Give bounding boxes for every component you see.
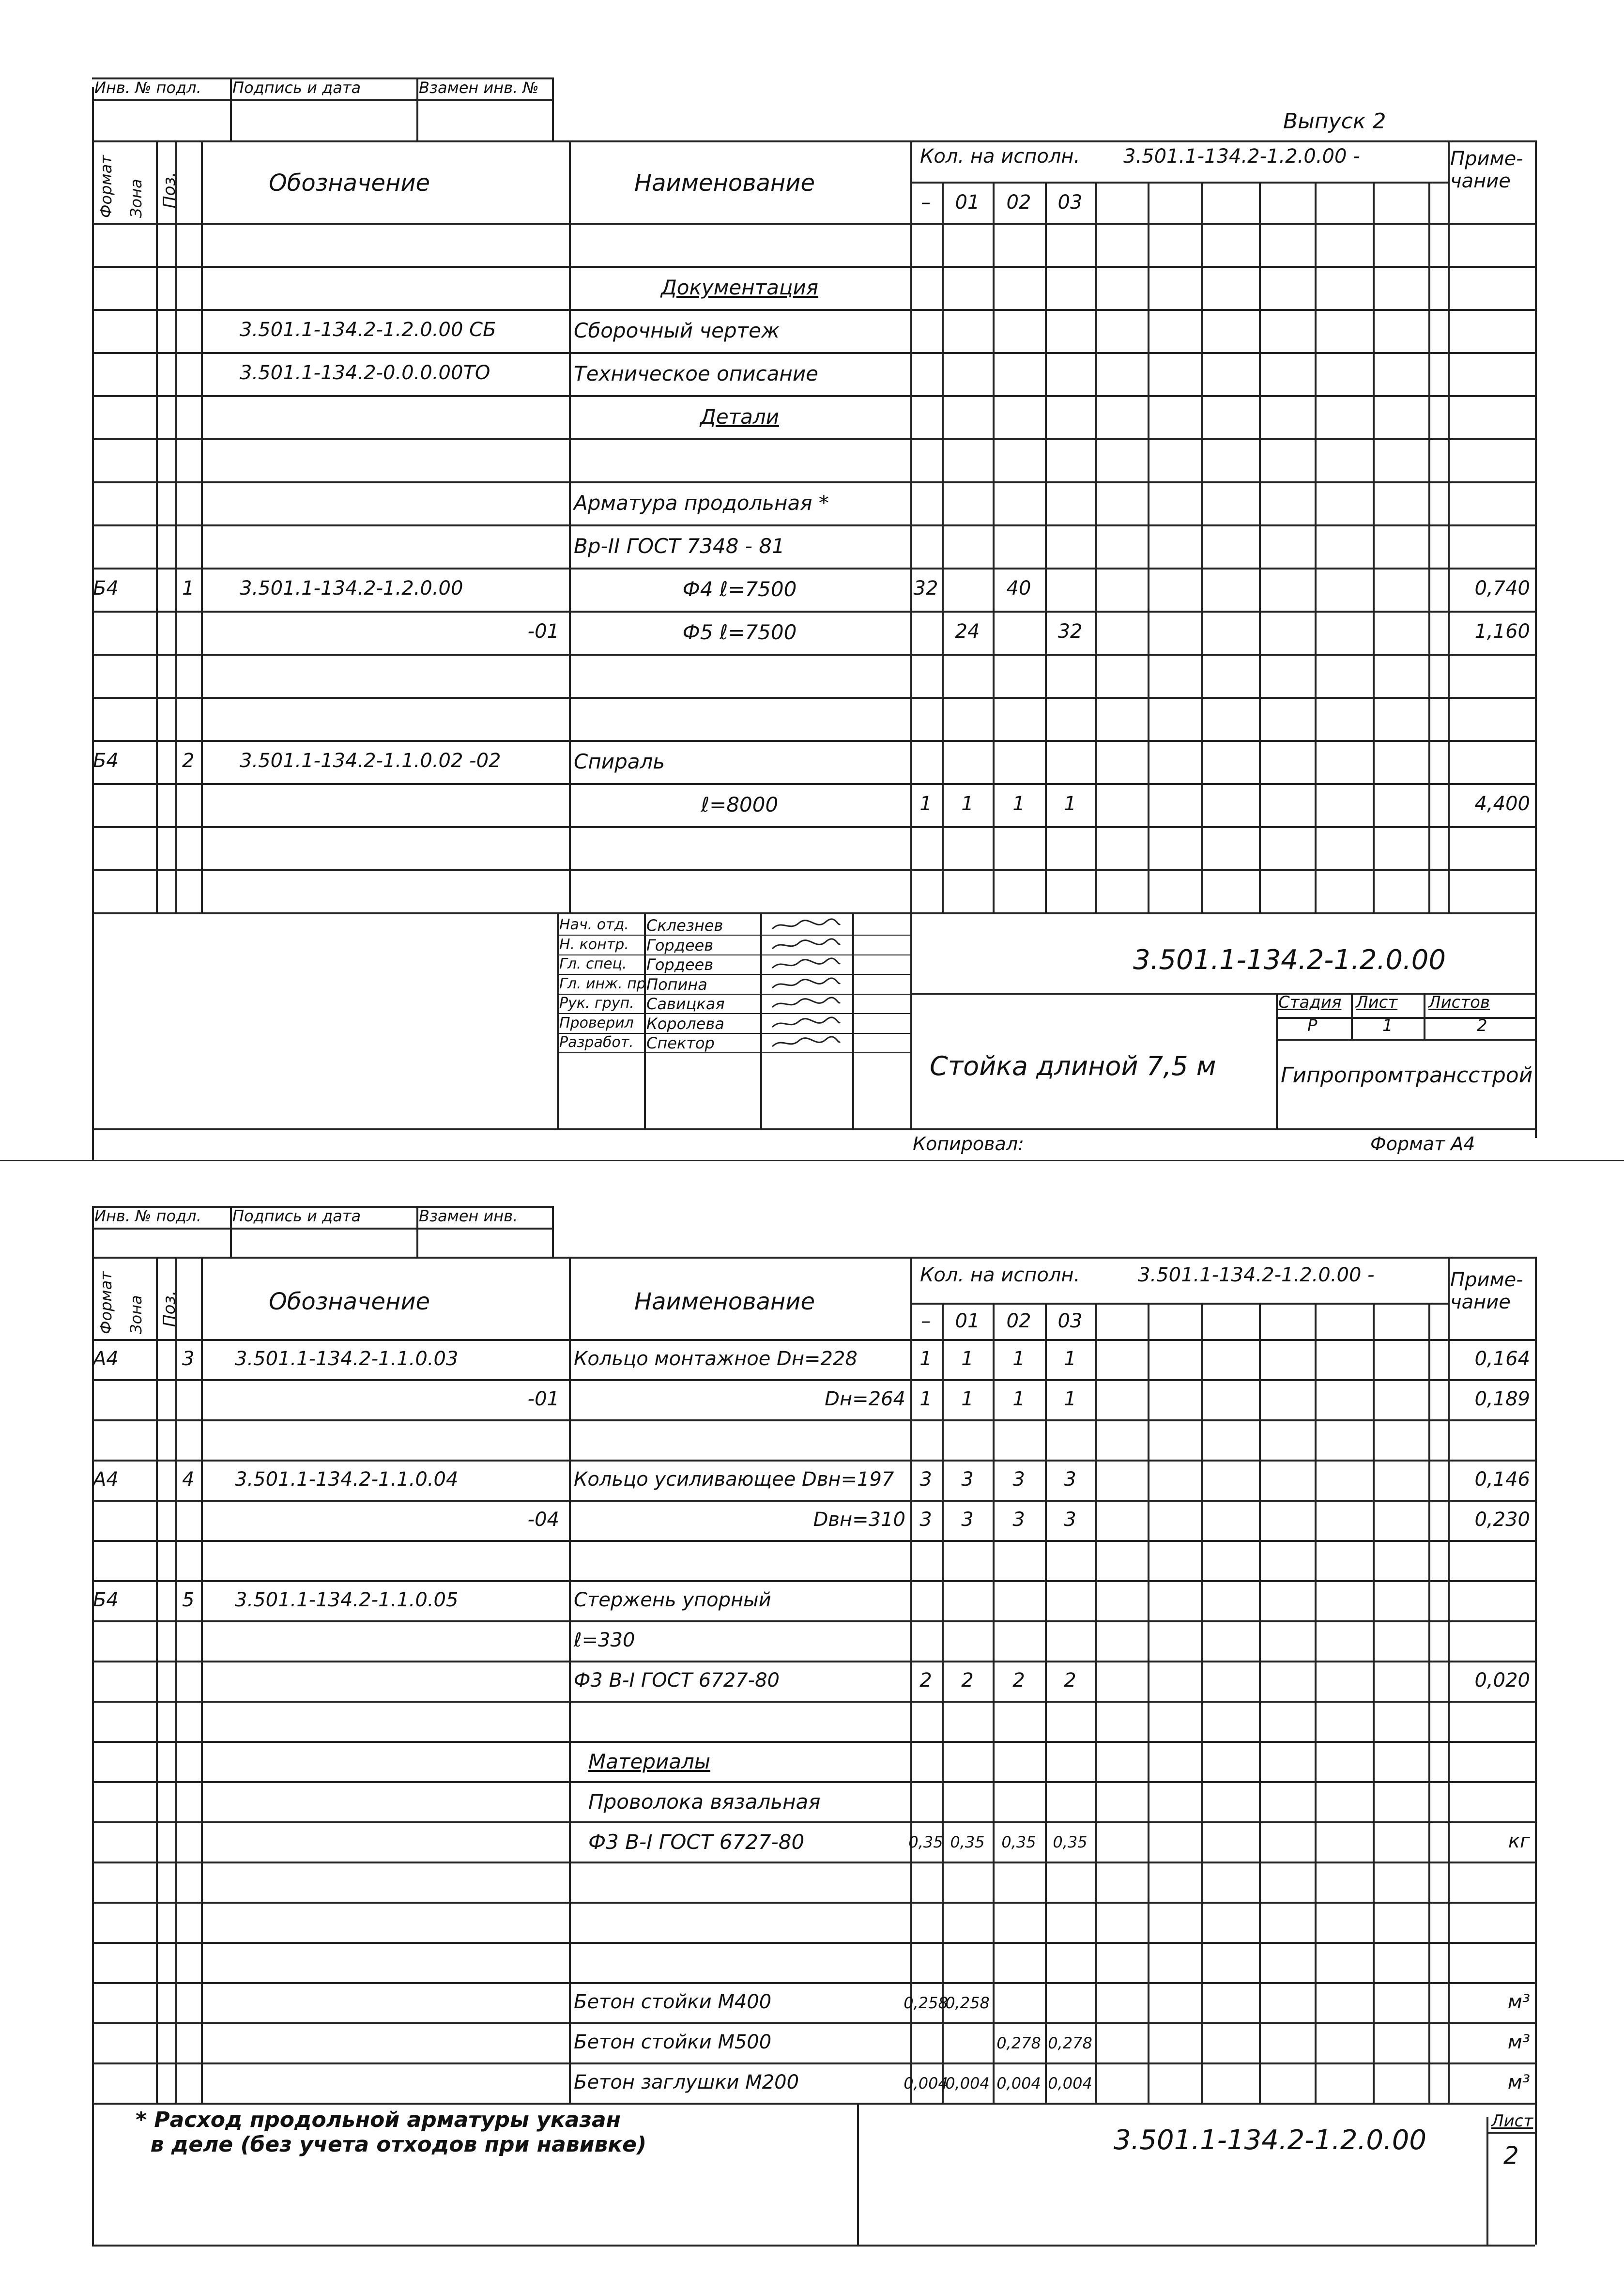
header-qty-code: 3.501.1-134.2-1.2.0.00 -	[1138, 1264, 1375, 1286]
qty-column-divider	[1201, 182, 1203, 912]
sheet1-table-top	[92, 140, 1535, 142]
cell-name: Бетон стойки М500	[574, 2031, 772, 2053]
signature-5	[770, 1016, 843, 1031]
staff-role: Нач. отд.	[559, 916, 629, 933]
footer-code: 3.501.1-134.2-1.2.0.00	[1114, 2124, 1427, 2156]
cell-qty: 0,35	[1053, 1833, 1088, 1851]
cell-qty: 1	[1012, 1348, 1025, 1370]
title-staff-col	[760, 912, 762, 1128]
cell-qty: 3	[919, 1508, 932, 1531]
cell-qty: 1	[1012, 793, 1025, 815]
staff-name: Склезнев	[646, 916, 723, 935]
cell-position: 1	[182, 577, 195, 600]
cell-name: Проволока вязальная	[588, 1790, 821, 1814]
row-line	[92, 1661, 1535, 1662]
cell-qty: 3	[1012, 1508, 1025, 1531]
staff-row-line	[557, 1052, 910, 1053]
cell-designation: 3.501.1-134.2-1.1.0.05	[235, 1589, 459, 1611]
cell-qty: 2	[919, 1669, 932, 1692]
qty-column-divider	[1373, 182, 1375, 912]
cell-qty: 1	[961, 1388, 974, 1410]
cell-position: 3	[182, 1348, 195, 1370]
cell-qty: 2	[1064, 1669, 1076, 1692]
qty-column-divider	[1045, 182, 1047, 912]
row-line	[92, 1379, 1535, 1381]
cell-name: Техническое описание	[574, 362, 818, 385]
cell-qty: 0,258	[945, 1994, 990, 2012]
row-line	[92, 1902, 1535, 1904]
org-name: Гипропромтрансстрой	[1281, 1063, 1533, 1088]
stage-label: Стадия	[1278, 993, 1342, 1012]
row-line	[92, 481, 1535, 483]
cell-qty: 3	[1064, 1468, 1076, 1491]
cell-format: Б4	[93, 750, 119, 772]
row-line	[92, 1460, 1535, 1462]
sheet1-right-border	[1535, 140, 1537, 1138]
row-line	[92, 826, 1535, 828]
cell-designation: 3.501.1-134.2-1.1.0.04	[235, 1468, 459, 1491]
footnote: * Расход продольной арматуры указан в деле (без учета отходов при навивке)	[136, 2108, 647, 2157]
staff-name: Гордеев	[646, 955, 714, 974]
sheet-separator	[0, 1160, 1624, 1161]
cell-format: А4	[93, 1348, 119, 1370]
column-divider	[175, 1257, 177, 2103]
cell-name: Кольцо монтажное Dн=228	[574, 1348, 858, 1370]
row-line	[92, 869, 1535, 871]
cell-designation: -01	[527, 1388, 559, 1410]
cell-qty: 0,004	[904, 2074, 948, 2093]
stage-value: Р	[1307, 1016, 1318, 1035]
cell-note: 1,160	[1474, 620, 1530, 643]
stamp-replace-label: Взамен инв.	[419, 1207, 518, 1225]
cell-qty: 1	[919, 793, 932, 815]
cell-qty: 0,35	[1001, 1833, 1036, 1851]
stamp-col	[552, 1206, 554, 1257]
sheet-number-divider	[1486, 2117, 1488, 2245]
title-block-bottom	[92, 1128, 1535, 1130]
header-qty: Кол. на исполн.	[920, 1264, 1080, 1286]
row-line	[92, 2022, 1535, 2024]
stamp-col	[552, 77, 554, 140]
qty-column-divider	[1148, 182, 1149, 912]
qty-col-header: 01	[955, 191, 980, 214]
header-format: Формат	[97, 155, 115, 218]
cell-qty: 2	[961, 1669, 974, 1692]
row-line	[92, 2103, 1535, 2105]
stage-col	[1424, 993, 1425, 1039]
row-line	[92, 2062, 1535, 2064]
cell-designation: 3.501.1-134.2-1.1.0.02 -02	[240, 750, 501, 772]
column-divider	[201, 1257, 203, 2103]
qty-column-divider	[1259, 182, 1261, 912]
cell-designation: -04	[527, 1508, 559, 1531]
stamp-col	[416, 1206, 418, 1257]
cell-name: Ф5 ℓ=7500	[682, 620, 797, 644]
cell-name: Ф3 В-I ГОСТ 6727-80	[574, 1669, 780, 1692]
header-qty-code: 3.501.1-134.2-1.2.0.00 -	[1123, 145, 1360, 168]
qty-subheader-line	[910, 182, 1448, 184]
staff-name: Спектор	[646, 1034, 715, 1052]
row-line	[92, 1862, 1535, 1863]
row-line	[92, 309, 1535, 311]
header-pos: Поз.	[160, 171, 179, 208]
header-name: Наименование	[634, 169, 815, 197]
cell-name: Документация	[660, 276, 819, 299]
cell-name: Спираль	[574, 750, 665, 773]
sheet1-header-bottom	[92, 223, 1535, 225]
signature-0	[770, 918, 843, 933]
row-line	[92, 611, 1535, 613]
cell-qty: 1	[1064, 1348, 1076, 1370]
cell-format: Б4	[93, 577, 119, 600]
cell-designation: 3.501.1-134.2-0.0.0.00ТО	[240, 362, 490, 384]
staff-name: Савицкая	[646, 995, 725, 1013]
cell-format: А4	[93, 1468, 119, 1491]
title-staff-left	[557, 912, 559, 1128]
cell-note: кг	[1508, 1830, 1530, 1852]
cell-qty: 1	[919, 1388, 932, 1410]
cell-note: м³	[1507, 1991, 1530, 2013]
cell-designation: 3.501.1-134.2-1.1.0.03	[235, 1348, 459, 1370]
qty-column-divider	[1315, 182, 1317, 912]
title-code: 3.501.1-134.2-1.2.0.00	[1133, 944, 1446, 976]
cell-note: 0,020	[1474, 1669, 1530, 1692]
cell-qty: 0,004	[945, 2074, 990, 2093]
cell-qty: 3	[919, 1468, 932, 1491]
cell-designation: -01	[527, 620, 559, 643]
row-line	[92, 1982, 1535, 1984]
header-note: Приме- чание	[1450, 148, 1523, 192]
cell-note: 0,230	[1474, 1508, 1530, 1531]
row-line	[92, 266, 1535, 268]
row-line	[92, 568, 1535, 569]
cell-qty: 0,35	[950, 1833, 985, 1851]
qty-col-header: 01	[955, 1310, 980, 1332]
sheet1-left-border	[92, 87, 94, 1160]
column-divider	[569, 1257, 571, 2103]
staff-role: Проверил	[559, 1014, 634, 1031]
row-line	[92, 1580, 1535, 1582]
cell-name: Dвн=310	[813, 1508, 905, 1531]
sheets-value: 2	[1477, 1016, 1487, 1035]
cell-qty: 1	[919, 1348, 932, 1370]
qty-col-header: 02	[1006, 191, 1031, 214]
title-staff-col	[852, 912, 854, 1128]
sheet-number-line	[1486, 2132, 1535, 2134]
row-line	[92, 1419, 1535, 1421]
cell-name: Ф4 ℓ=7500	[682, 577, 797, 601]
header-pos: Поз.	[160, 1290, 179, 1327]
stamp-mid	[92, 1228, 552, 1230]
cell-name: Вр-II ГОСТ 7348 - 81	[574, 534, 785, 558]
row-line	[92, 1821, 1535, 1823]
cell-qty: 3	[961, 1508, 974, 1531]
title-block-divider	[910, 912, 912, 1128]
cell-position: 4	[182, 1468, 195, 1491]
qty-col-header: 03	[1057, 191, 1083, 214]
signature-2	[770, 957, 843, 972]
cell-note: 0,146	[1474, 1468, 1530, 1491]
title-stage-line2	[1276, 1039, 1535, 1041]
sheet-number: 2	[1503, 2141, 1519, 2170]
issue-label: Выпуск 2	[1283, 109, 1386, 134]
format-label: Формат А4	[1370, 1133, 1475, 1154]
title-name: Стойка длиной 7,5 м	[930, 1051, 1216, 1081]
title-staff-col	[644, 912, 646, 1128]
row-line	[92, 352, 1535, 354]
stamp-inv-label: Инв. № подл.	[94, 78, 201, 97]
row-line	[92, 783, 1535, 785]
cell-name: Ф3 В-I ГОСТ 6727-80	[588, 1830, 805, 1854]
header-designation: Обозначение	[269, 169, 430, 197]
cell-name: Кольцо усиливающее Dвн=197	[574, 1468, 894, 1491]
cell-name: ℓ=330	[574, 1629, 635, 1651]
cell-qty: 2	[1012, 1669, 1025, 1692]
column-divider	[201, 140, 203, 912]
stage-col	[1351, 993, 1353, 1039]
cell-qty: 0,004	[1048, 2074, 1092, 2093]
stamp-col	[416, 77, 418, 140]
cell-note: 0,189	[1474, 1388, 1530, 1410]
copied-by: Копировал:	[913, 1133, 1024, 1154]
cell-qty: 0,258	[904, 1994, 948, 2012]
cell-position: 5	[182, 1589, 195, 1611]
qty-col-header: 03	[1057, 1310, 1083, 1332]
row-line	[92, 654, 1535, 656]
cell-qty: 0,278	[996, 2034, 1041, 2052]
cell-qty: 0,278	[1048, 2034, 1092, 2052]
cell-qty: 24	[955, 620, 980, 643]
sheets-label: Листов	[1428, 993, 1490, 1012]
row-line	[92, 524, 1535, 526]
cell-position: 2	[182, 750, 195, 772]
qty-col-header: –	[921, 1310, 931, 1332]
header-designation: Обозначение	[269, 1288, 430, 1315]
stamp-sign-label: Подпись и дата	[232, 78, 361, 97]
staff-role: Гл. спец.	[559, 955, 627, 972]
cell-note: 4,400	[1474, 793, 1530, 815]
cell-qty: 32	[913, 577, 938, 600]
cell-qty: 0,35	[908, 1833, 943, 1851]
signature-3	[770, 977, 843, 992]
cell-qty: 1	[1012, 1388, 1025, 1410]
cell-name: ℓ=8000	[701, 793, 779, 816]
stamp-replace-label: Взамен инв. №	[419, 78, 539, 97]
staff-role: Гл. инж. пр.	[559, 975, 651, 992]
sheet2-right-border	[1535, 1257, 1537, 2245]
qty-column-divider	[993, 182, 995, 912]
cell-qty: 3	[1064, 1508, 1076, 1531]
sheet-value: 1	[1382, 1016, 1393, 1035]
qty-column-divider	[1428, 182, 1430, 912]
header-note: Приме- чание	[1450, 1269, 1523, 1313]
cell-qty: 1	[961, 1348, 974, 1370]
cell-note: м³	[1507, 2071, 1530, 2093]
header-zone: Зона	[127, 179, 145, 218]
cell-qty: 32	[1057, 620, 1083, 643]
staff-name: Королева	[646, 1014, 724, 1033]
cell-name: Материалы	[588, 1750, 710, 1773]
header-format: Формат	[97, 1271, 115, 1334]
qty-col-header: –	[921, 191, 931, 214]
stamp-col	[230, 1206, 232, 1257]
cell-note: 0,164	[1474, 1348, 1530, 1370]
staff-role: Н. контр.	[559, 936, 629, 953]
cell-name: Стержень упорный	[574, 1589, 771, 1611]
sheet-label: Лист	[1491, 2111, 1533, 2131]
title-name-divider	[1276, 993, 1278, 1128]
header-name: Наименование	[634, 1288, 815, 1315]
header-zone: Зона	[127, 1295, 145, 1334]
row-line	[92, 1620, 1535, 1622]
cell-qty: 1	[1064, 1388, 1076, 1410]
cell-name: Сборочный чертеж	[574, 319, 780, 342]
qty-col-header: 02	[1006, 1310, 1031, 1332]
footer-divider	[857, 2103, 859, 2245]
row-line	[92, 1942, 1535, 1944]
row-line	[92, 912, 1535, 914]
row-line	[92, 1781, 1535, 1783]
signature-6	[770, 1036, 843, 1050]
row-line	[92, 395, 1535, 397]
cell-name: Бетон заглушки М200	[574, 2071, 799, 2093]
cell-name: Арматура продольная *	[574, 491, 829, 515]
staff-name: Гордеев	[646, 936, 714, 954]
cell-qty: 3	[961, 1468, 974, 1491]
cell-qty: 0,004	[996, 2074, 1041, 2093]
stamp-sign-label: Подпись и дата	[232, 1207, 361, 1225]
row-line	[92, 1741, 1535, 1743]
sheet2-header-bottom	[92, 1339, 1535, 1341]
signature-4	[770, 997, 843, 1011]
staff-role: Разработ.	[559, 1034, 634, 1051]
stamp-col	[230, 77, 232, 140]
header-qty: Кол. на исполн.	[920, 145, 1080, 168]
row-line	[92, 697, 1535, 699]
row-line	[92, 1701, 1535, 1703]
sheet-label: Лист	[1356, 993, 1398, 1012]
stamp-mid	[92, 99, 552, 101]
cell-name: Детали	[700, 405, 779, 429]
cell-note: м³	[1507, 2031, 1530, 2053]
qty-subheader-line	[910, 1303, 1448, 1305]
staff-name: Попина	[646, 975, 707, 994]
cell-qty: 3	[1012, 1468, 1025, 1491]
cell-format: Б4	[93, 1589, 119, 1611]
cell-name: Бетон стойки М400	[574, 1991, 772, 2013]
column-divider	[175, 140, 177, 912]
staff-role: Рук. груп.	[559, 995, 634, 1012]
cell-note: 0,740	[1474, 577, 1530, 600]
qty-column-divider	[1095, 182, 1097, 912]
cell-designation: 3.501.1-134.2-1.2.0.00 СБ	[240, 319, 496, 341]
cell-qty: 1	[1064, 793, 1076, 815]
row-line	[92, 1500, 1535, 1502]
row-line	[92, 740, 1535, 742]
row-line	[92, 438, 1535, 440]
row-line	[92, 1540, 1535, 1542]
stamp-inv-label: Инв. № подл.	[94, 1207, 201, 1225]
column-divider	[156, 140, 158, 912]
cell-designation: 3.501.1-134.2-1.2.0.00	[240, 577, 463, 600]
signature-1	[770, 938, 843, 953]
cell-qty: 1	[961, 793, 974, 815]
sheet2-bottom	[92, 2245, 1535, 2247]
cell-name: Dн=264	[825, 1388, 905, 1410]
column-divider	[156, 1257, 158, 2103]
cell-qty: 40	[1006, 577, 1031, 600]
sheet2-table-top	[92, 1257, 1535, 1259]
